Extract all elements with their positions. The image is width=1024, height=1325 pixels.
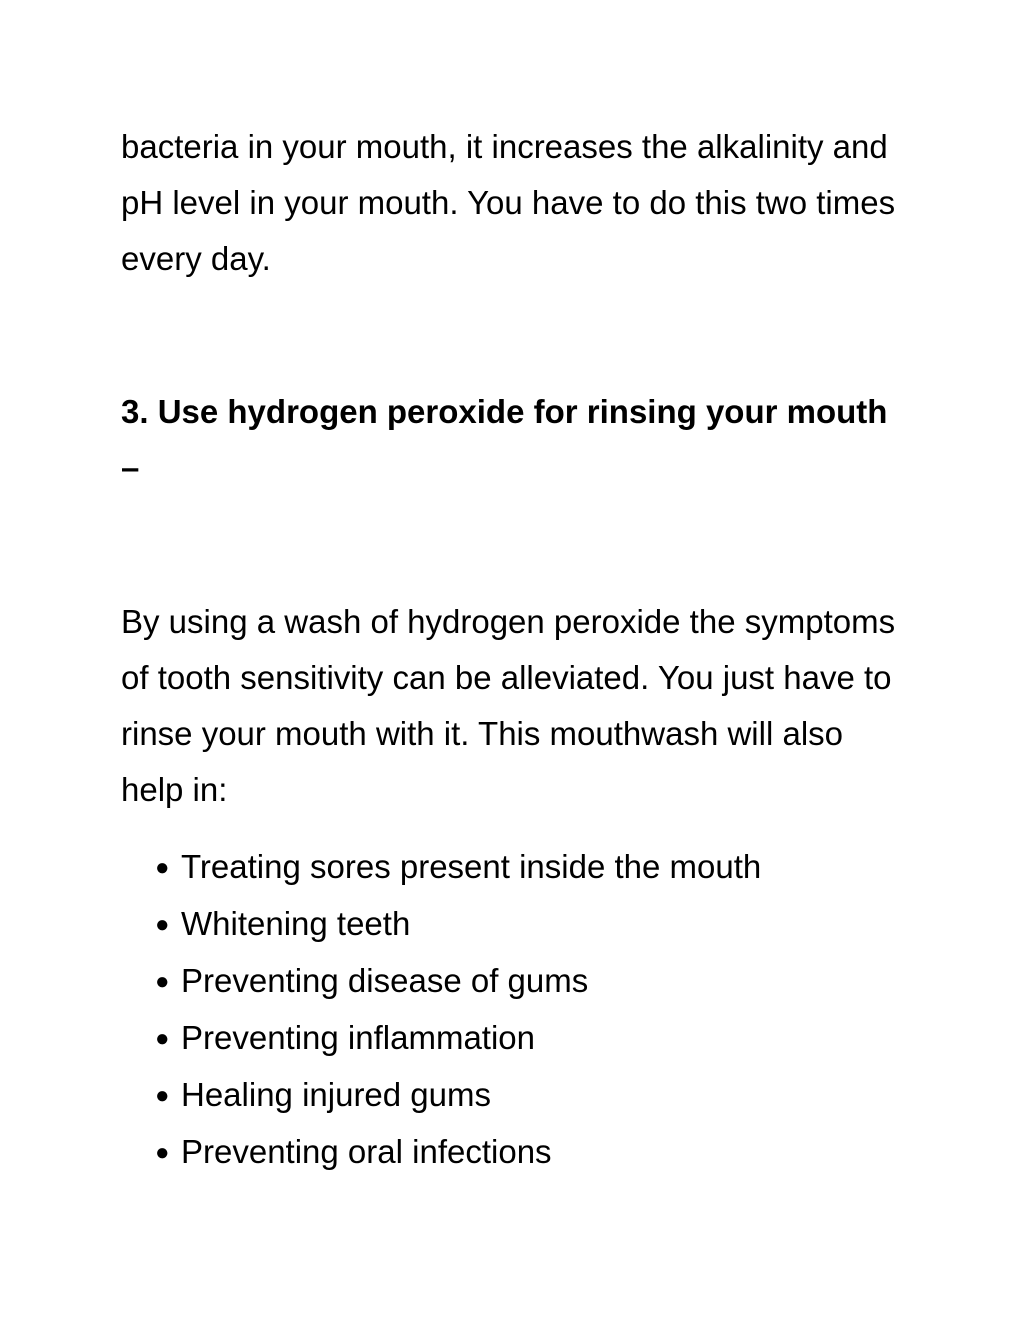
intro-paragraph: bacteria in your mouth, it increases the alkalinity and pH level in your mouth. You have to do this two times every day. [121,128,896,277]
list-item [155,1067,761,1124]
section-heading: 3. Use hydrogen peroxide for rinsing your mouth – [121,393,888,486]
list-item-text: Preventing disease of gums [181,962,589,999]
body-paragraph: By using a wash of hydrogen peroxide the symptoms of tooth sensitivity can be alleviated. You just have to rinse your mouth with it. This mouthwash will also help in: [121,603,896,808]
bullet-icon: ● [155,1082,170,1109]
list-item [155,896,761,953]
list-item-text: Preventing oral infections [181,1133,552,1170]
bullet-icon: ● [155,911,170,938]
list-item [155,1124,761,1181]
list-item [155,1010,761,1067]
bullet-icon: ● [155,968,170,995]
list-item [155,953,761,1010]
list-item-text: Treating sores present inside the mouth [181,848,762,885]
list-item-text: Whitening teeth [181,905,411,942]
benefits-list [155,839,761,1181]
bullet-icon: ● [155,1025,170,1052]
list-item [155,839,761,896]
bullet-icon: ● [155,854,170,881]
bullet-icon: ● [155,1139,170,1166]
list-item-text: Healing injured gums [181,1076,492,1113]
list-item-text: Preventing inflammation [181,1019,536,1056]
